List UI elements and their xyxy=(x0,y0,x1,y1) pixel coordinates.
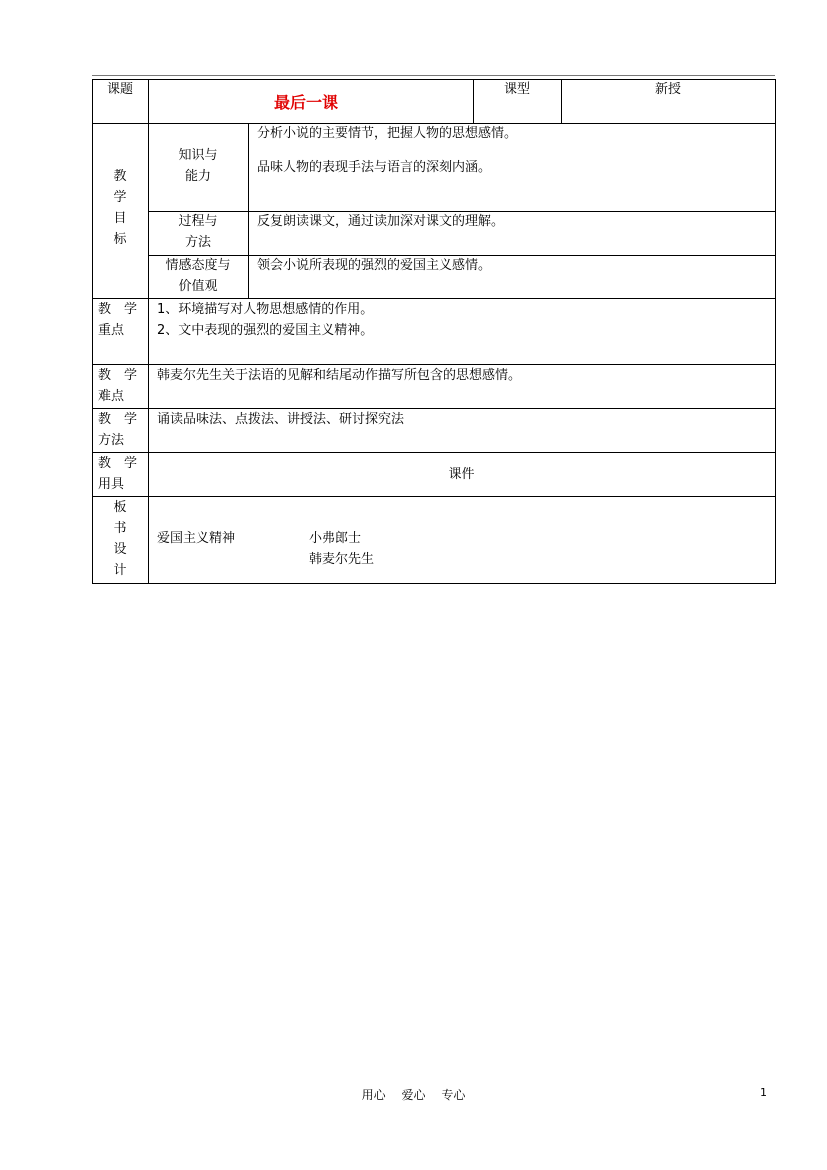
emotion-text: 领会小说所表现的强烈的爱国主义感情。 xyxy=(257,258,492,273)
topic-label: 课题 xyxy=(106,82,133,97)
page-number: 1 xyxy=(760,1086,767,1099)
process-label: 过程与 方法 xyxy=(178,214,218,250)
knowledge-label: 知识与 能力 xyxy=(178,148,218,184)
footer-item: 爱心 xyxy=(401,1088,426,1102)
table-border-right xyxy=(775,79,776,584)
board-left-text: 爱国主义精神 xyxy=(157,531,236,546)
board-right-text: 小弗郎士 韩麦尔先生 xyxy=(309,531,375,567)
header-rule xyxy=(92,75,775,76)
knowledge-line: 品味人物的表现手法与语言的深刻内涵。 xyxy=(257,160,492,175)
methods-label: 教 学 方法 xyxy=(98,412,138,448)
type-value: 新授 xyxy=(654,82,681,97)
board-label: 板 书 设 计 xyxy=(113,500,127,578)
tools-text: 课件 xyxy=(448,467,475,482)
lesson-title: 最后一课 xyxy=(274,93,339,112)
page-footer xyxy=(0,1086,827,1103)
difficulties-text: 韩麦尔先生关于法语的见解和结尾动作描写所包含的思想感情。 xyxy=(157,368,522,383)
row-divider xyxy=(92,496,776,497)
column-divider xyxy=(248,123,249,299)
key-points-text: 1、环境描写对人物思想感情的作用。 2、文中表现的强烈的爱国主义精神。 xyxy=(157,302,374,338)
methods-text: 诵读品味法、点拨法、讲授法、研讨探究法 xyxy=(157,412,405,427)
objectives-label: 教 学 目 标 xyxy=(113,169,127,247)
tools-label: 教 学 用具 xyxy=(98,456,138,492)
difficulties-label: 教 学 难点 xyxy=(98,368,138,404)
row-divider xyxy=(92,452,776,453)
footer-item: 专心 xyxy=(441,1088,466,1102)
emotion-label: 情感态度与 价值观 xyxy=(165,258,231,294)
key-points-label: 教 学 重点 xyxy=(98,302,138,338)
footer-item: 用心 xyxy=(361,1088,386,1102)
knowledge-line: 分析小说的主要情节，把握人物的思想感情。 xyxy=(257,126,518,141)
process-text: 反复朗读课文，通过读加深对课文的理解。 xyxy=(257,214,505,229)
type-label: 课型 xyxy=(503,82,530,97)
table-border-bottom xyxy=(92,583,776,584)
